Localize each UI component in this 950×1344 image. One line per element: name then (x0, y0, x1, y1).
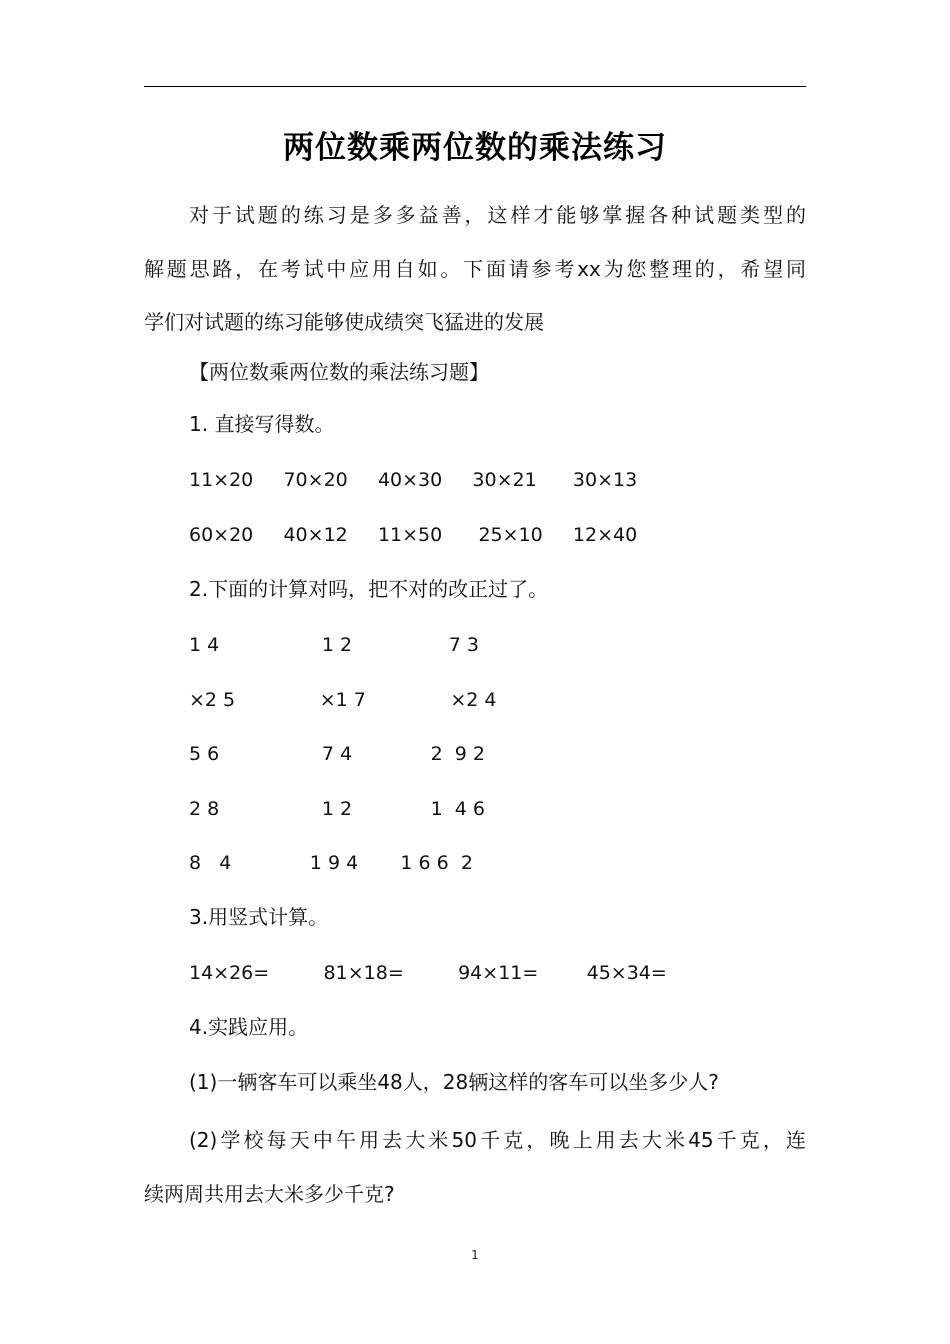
intro-line-3: 学们对试题的练习能够使成绩突飞猛进的发展 (144, 310, 544, 334)
intro-line-2: 解题思路，在考试中应用自如。下面请参考xx为您整理的，希望同 (144, 257, 806, 281)
question-4-problem-2-line-2: 续两周共用去大米多少千克? (144, 1182, 395, 1206)
question-2-row-2: ×2 5 ×1 7 ×2 4 (189, 689, 497, 711)
question-1-row-2: 60×20 40×12 11×50 25×10 12×40 (189, 524, 638, 546)
section-heading: 【两位数乘两位数的乘法练习题】 (189, 360, 489, 384)
question-2-row-5: 8 4 1 9 4 1 6 6 2 (189, 852, 473, 874)
intro-line-1: 对于试题的练习是多多益善，这样才能够掌握各种试题类型的 (189, 203, 806, 227)
question-2-row-1: 1 4 1 2 7 3 (189, 634, 479, 656)
question-2-row-3: 5 6 7 4 2 9 2 (189, 743, 486, 765)
header-rule (144, 86, 806, 87)
question-4-problem-1: (1)一辆客车可以乘坐48人，28辆这样的客车可以坐多少人? (189, 1070, 719, 1094)
question-2-heading: 2.下面的计算对吗，把不对的改正过了。 (189, 577, 549, 601)
question-4-heading: 4.实践应用。 (189, 1015, 309, 1039)
question-1-row-1: 11×20 70×20 40×30 30×21 30×13 (189, 469, 638, 491)
question-4-problem-2-line-1: (2)学校每天中午用去大米50千克，晚上用去大米45千克，连 (189, 1128, 806, 1152)
page-number: 1 (471, 1248, 479, 1262)
question-3-heading: 3.用竖式计算。 (189, 905, 329, 929)
question-1-heading: 1. 直接写得数。 (189, 412, 335, 436)
question-3-row: 14×26= 81×18= 94×11= 45×34= (189, 962, 667, 984)
question-2-row-4: 2 8 1 2 1 4 6 (189, 798, 486, 820)
page-title: 两位数乘两位数的乘法练习 (283, 130, 667, 166)
